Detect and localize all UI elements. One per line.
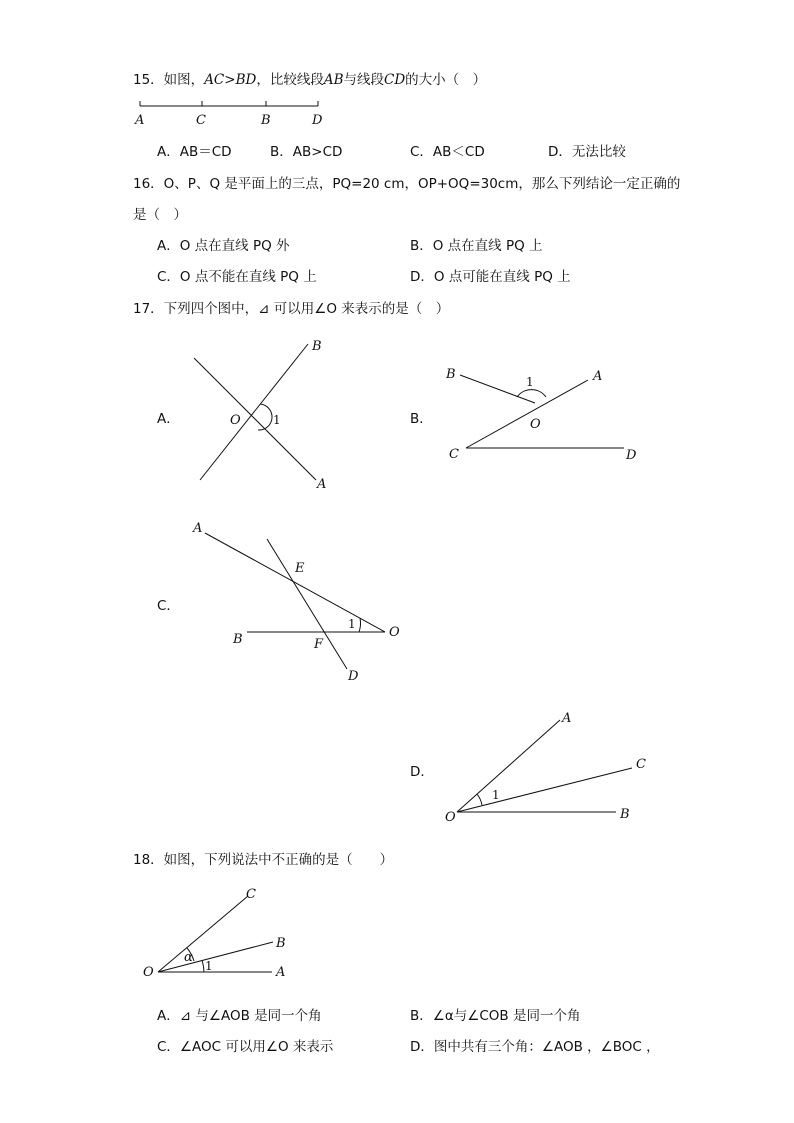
q15-stem-mid: ，比较线段 (256, 72, 324, 88)
q17b-label-b: B (446, 367, 456, 382)
q17d-label-o: O (445, 810, 456, 825)
q17-option-a-letter[interactable]: A． (157, 411, 180, 427)
q15-stem-mid2: 与线段 (343, 72, 384, 88)
q17b-label-c: C (449, 447, 459, 462)
q17-option-c-letter[interactable]: C． (157, 598, 180, 614)
q17c-label-e: E (295, 561, 305, 576)
q17c-label-a: A (193, 521, 203, 536)
q16-stem-line1: 16．O、P、Q 是平面上的三点，PQ=20 cm，OP+OQ=30cm，那么下列结论一定正确的 (133, 176, 681, 192)
q17c-label-d: D (348, 669, 359, 684)
q17c-label-1: 1 (348, 617, 356, 631)
q18-label-1: 1 (205, 959, 213, 973)
q17d-label-1: 1 (492, 788, 500, 802)
q18-figure (140, 880, 310, 990)
q18-option-c[interactable]: C．∠AOC 可以用∠O 来表示 (157, 1039, 334, 1055)
q17b-label-1: 1 (526, 375, 534, 389)
q18-stem: 18．如图，下列说法中不正确的是（ ） (133, 852, 394, 868)
q15-option-b[interactable]: B．AB>CD (270, 144, 343, 160)
q17c-label-f: F (314, 637, 324, 652)
q15-label-d: D (312, 113, 323, 128)
q17-option-d-letter[interactable]: D． (410, 764, 434, 780)
q17c-label-b: B (233, 632, 243, 647)
q15-label-c: C (196, 113, 206, 128)
q17a-label-b: B (312, 339, 322, 354)
q15-stem-suffix: 的大小（ ） (405, 72, 487, 88)
q15-stem-ab: AB (323, 72, 344, 88)
q16-option-a[interactable]: A．O 点在直线 PQ 外 (157, 238, 290, 254)
q17a-label-o: O (230, 413, 241, 428)
q17a-label-a: A (317, 477, 327, 492)
q17a-label-1: 1 (273, 413, 281, 427)
q17-figure-d (440, 705, 660, 830)
q18-label-o: O (143, 965, 154, 980)
q16-stem-line2: 是（ ） (133, 207, 187, 223)
q18-label-c: C (246, 887, 256, 902)
q17-option-b-letter[interactable]: B． (410, 411, 433, 427)
q18-option-b[interactable]: B．∠α与∠COB 是同一个角 (410, 1008, 581, 1024)
q15-stem-condition: AC>BD (204, 72, 257, 88)
q15-option-c[interactable]: C．AB＜CD (410, 144, 485, 160)
q17d-label-a: A (562, 711, 572, 726)
q17-figure-c (185, 515, 415, 685)
q16-option-b[interactable]: B．O 点在直线 PQ 上 (410, 238, 543, 254)
q17d-label-b: B (620, 807, 630, 822)
q17-figure-b (440, 360, 660, 470)
q15-stem-cd: CD (384, 72, 406, 88)
q16-option-c[interactable]: C．O 点不能在直线 PQ 上 (157, 269, 317, 285)
q17b-label-a: A (593, 369, 603, 384)
q15-option-d[interactable]: D．无法比较 (548, 144, 626, 160)
q17b-label-d: D (626, 448, 637, 463)
q18-option-a[interactable]: A．⊿ 与∠AOB 是同一个角 (157, 1008, 322, 1024)
q17-figure-a (180, 330, 350, 500)
q15-label-a: A (135, 113, 145, 128)
q18-label-b: B (276, 936, 286, 951)
q17d-label-c: C (636, 757, 646, 772)
q17-stem: 17．下列四个图中，⊿ 可以用∠O 来表示的是（ ） (133, 301, 450, 317)
q18-option-d[interactable]: D．图中共有三个角：∠AOB ，∠BOC ， (410, 1039, 660, 1055)
q15-stem-prefix: 15．如图， (133, 72, 205, 88)
q15-option-a[interactable]: A．AB＝CD (157, 144, 232, 160)
q16-option-d[interactable]: D．O 点可能在直线 PQ 上 (410, 269, 571, 285)
q18-label-alpha: α (184, 950, 193, 965)
q15-label-b: B (261, 113, 271, 128)
q17b-label-o: O (530, 417, 541, 432)
q17c-label-o: O (389, 625, 400, 640)
q18-label-a: A (276, 965, 286, 980)
q15-stem (133, 68, 486, 88)
q15-segment-figure (130, 96, 330, 130)
